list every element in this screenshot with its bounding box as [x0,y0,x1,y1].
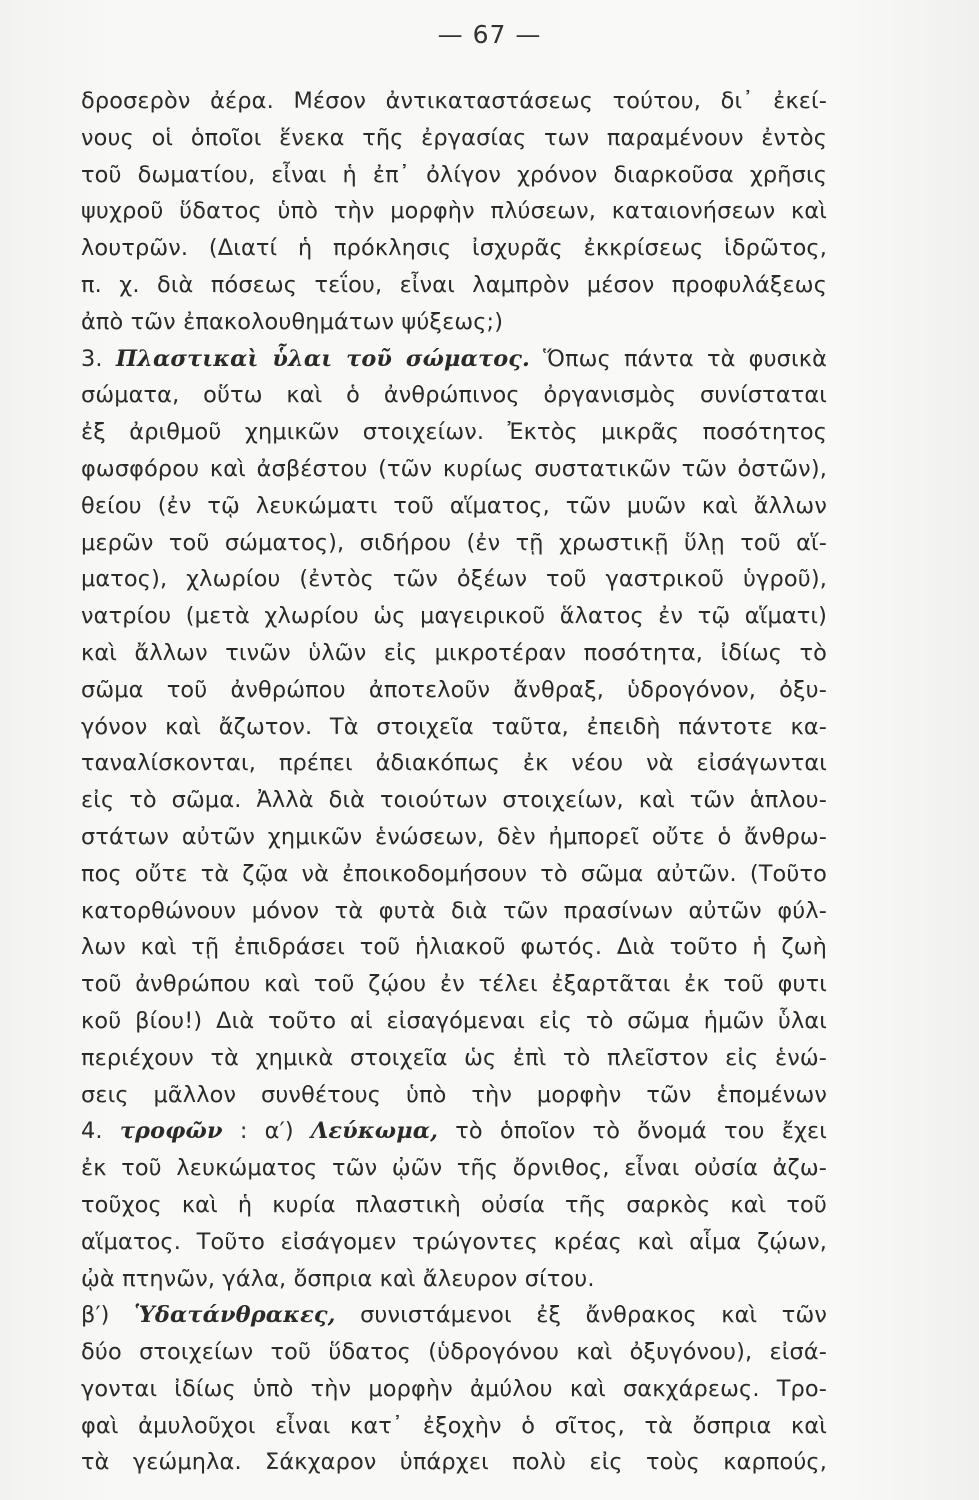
text-line [81,672,827,709]
text-segment: φωσφόρου καὶ ἀσβέστου (τῶν κυρίως συστατικῶν τῶν ὀστῶν), [81,455,827,482]
text-segment: ταναλίσκονται, πρέπει ἀδιακόπως ἐκ νέου νὰ εἰσάγωνται [81,750,827,777]
text-line [81,1371,827,1408]
text-line [81,1040,827,1077]
text-segment: εἰς τὸ σῶμα. Ἀλλὰ διὰ τοιούτων στοιχείων, καὶ τῶν ἁπλου- [81,787,827,814]
text-line [81,1113,827,1150]
text-line [81,745,827,782]
text-line [81,525,827,562]
text-segment: δροσερὸν ἀέρα. Μέσον ἀντικαταστάσεως τούτου, δι᾽ ἐκεί- [81,88,827,114]
text-line [81,451,827,488]
text-segment: δύο στοιχείων τοῦ ὕδατος (ὑδρογόνου καὶ ὀξυγόνου), εἰσά- [81,1339,827,1366]
text-segment: ἐξ ἀριθμοῦ χημικῶν στοιχείων. Ἐκτὸς μικρᾶς ποσότητος [81,419,827,446]
text-segment: τὸ ὁποῖον τὸ ὄνομά του ἔχει [438,1118,828,1145]
text-segment: λουτρῶν. (Διατί ἡ πρόκλησις ἰσχυρᾶς ἐκκρίσεως ἱδρῶτος, [81,235,827,262]
text-segment: νατρίου (μετὰ χλωρίου ὡς μαγειρικοῦ ἅλατος ἐν τῷ αἵματι) [81,603,827,630]
text-line [81,1077,827,1114]
text-segment: φαὶ ἀμυλοῦχοι εἶναι κατ᾽ ἐξοχὴν ὁ σῖτος, τὰ ὄσπρια καὶ [81,1412,827,1439]
text-line [81,304,827,341]
text-segment: νους οἱ ὁποῖοι ἕνεκα τῆς ἐργασίας των παραμένουν ἐντὸς [81,124,827,151]
text-segment: τοῦ ἀνθρώπου καὶ τοῦ ζῴου ἐν τέλει ἐξαρτᾶται ἐκ τοῦ φυτι [81,971,827,998]
text-line [81,561,827,598]
text-line [81,1408,827,1445]
text-line [81,414,827,451]
text-line [81,1261,827,1298]
text-segment: καὶ ἄλλων τινῶν ὑλῶν εἰς μικροτέραν ποσότητα, ἰδίως τὸ [81,639,827,666]
text-segment: : α′) [222,1118,311,1145]
text-segment: σῶμα τοῦ ἀνθρώπου ἀποτελοῦν ἄνθραξ, ὑδρογόνον, ὀξυ- [81,676,827,703]
text-segment: πος οὔτε τὰ ζῷα νὰ ἐποικοδομήσουν τὸ σῶμα αὐτῶν. (Τοῦτο [81,860,827,887]
text-line [81,782,827,819]
italic-heading: Πλαστικαὶ ὗλαι τοῦ σώματος. [115,345,531,372]
text-segment: ᾠὰ πτηνῶν, γάλα, ὄσπρια καὶ ἄλευρον σίτου. [81,1265,595,1292]
text-line [81,635,827,672]
italic-heading: Ὑδατάνθρακες, [134,1302,336,1329]
text-segment: σεις μᾶλλον συνθέτους ὑπὸ τὴν μορφὴν τῶν ἑπομένων [81,1081,827,1108]
text-line [81,1187,827,1224]
text-segment: ἀπὸ τῶν ἐπακολουθημάτων ψύξεως;) [81,308,504,335]
text-line [81,1224,827,1261]
text-line [81,230,827,267]
text-segment: 3. [81,345,116,372]
text-line [81,1150,827,1187]
text-line [81,598,827,635]
text-line [81,1334,827,1371]
text-segment: λων καὶ τῇ ἐπιδράσει τοῦ ἡλιακοῦ φωτός. Διὰ τοῦτο ἡ ζωὴ [81,934,827,961]
text-segment: στάτων αὐτῶν χημικῶν ἑνώσεων, δὲν ἠμπορεῖ οὔτε ὁ ἄνθρω- [81,823,827,850]
text-segment: περιέχουν τὰ χημικὰ στοιχεῖα ὡς ἐπὶ τὸ πλεῖστον εἰς ἑνώ- [81,1044,827,1071]
text-line [81,856,827,893]
page-number: — 67 — [437,20,542,49]
text-line [81,341,827,378]
text-segment: κοῦ βίου!) Διὰ τοῦτο αἱ εἰσαγόμεναι εἰς τὸ σῶμα ἡμῶν ὗλαι [81,1007,827,1034]
text-line [81,929,827,966]
text-segment: αἵματος. Τοῦτο εἰσάγομεν τρώγοντες κρέας καὶ αἷμα ζῴων, [81,1228,827,1255]
text-segment: τὰ γεώμηλα. Σάκχαρον ὑπάρχει πολὺ εἰς τοὺς καρπούς, [81,1449,827,1476]
text-line [81,1444,827,1481]
text-segment: ψυχροῦ ὕδατος ὑπὸ τὴν μορφὴν πλύσεων, καταιονήσεων καὶ [81,198,827,225]
text-line [81,819,827,856]
text-segment: μερῶν τοῦ σώματος), σιδήρου (ἐν τῇ χρωστικῇ ὕλῃ τοῦ αἵ- [81,529,827,556]
text-line [81,893,827,930]
text-line [81,377,827,414]
text-segment: γονται ἰδίως ὑπὸ τὴν μορφὴν ἀμύλου καὶ σακχάρεως. Τρο- [81,1375,827,1402]
text-segment: γόνον καὶ ἄζωτον. Τὰ στοιχεῖα ταῦτα, ἐπειδὴ πάντοτε κα- [81,713,827,740]
text-line [81,709,827,746]
text-segment: Ὅπως πάντα τὰ φυσικὰ [530,345,827,372]
text-segment: σώματα, οὕτω καὶ ὁ ἀνθρώπινος ὀργανισμὸς συνίσταται [81,382,827,409]
text-line [81,267,827,304]
italic-heading: Λεύκωμα, [310,1118,439,1145]
text-line [81,966,827,1003]
text-segment: ματος), χλωρίου (ἐντὸς τῶν ὀξέων τοῦ γαστρικοῦ ὑγροῦ), [81,566,827,593]
text-segment: τοῦχος καὶ ἡ κυρία πλαστικὴ οὐσία τῆς σαρκὸς καὶ τοῦ [81,1191,827,1218]
text-line [81,83,827,120]
text-line [81,120,827,157]
italic-heading: τροφῶν [119,1118,223,1145]
body-text [81,83,827,1481]
text-segment: ἐκ τοῦ λευκώματος τῶν ᾠῶν τῆς ὄρνιθος, εἶναι οὐσία ἀζω- [81,1155,827,1182]
text-segment: 4. [81,1118,120,1145]
text-segment: συνιστάμενοι ἐξ ἄνθρακος καὶ τῶν [335,1302,827,1329]
text-line [81,488,827,525]
text-line [81,157,827,194]
text-segment: β′) [81,1302,135,1329]
text-segment: κατορθώνουν μόνον τὰ φυτὰ διὰ τῶν πρασίνων αὐτῶν φύλ- [81,897,827,924]
text-line [81,193,827,230]
text-line [81,1297,827,1334]
text-line [81,1003,827,1040]
text-segment: θείου (ἐν τῷ λευκώματι τοῦ αἵματος, τῶν μυῶν καὶ ἄλλων [81,492,827,519]
text-segment: π. χ. διὰ πόσεως τεΐου, εἶναι λαμπρὸν μέσον προφυλάξεως [81,271,827,298]
text-segment: τοῦ δωματίου, εἶναι ἡ ἐπ᾽ ὀλίγον χρόνον διαρκοῦσα χρῆσις [81,161,827,188]
